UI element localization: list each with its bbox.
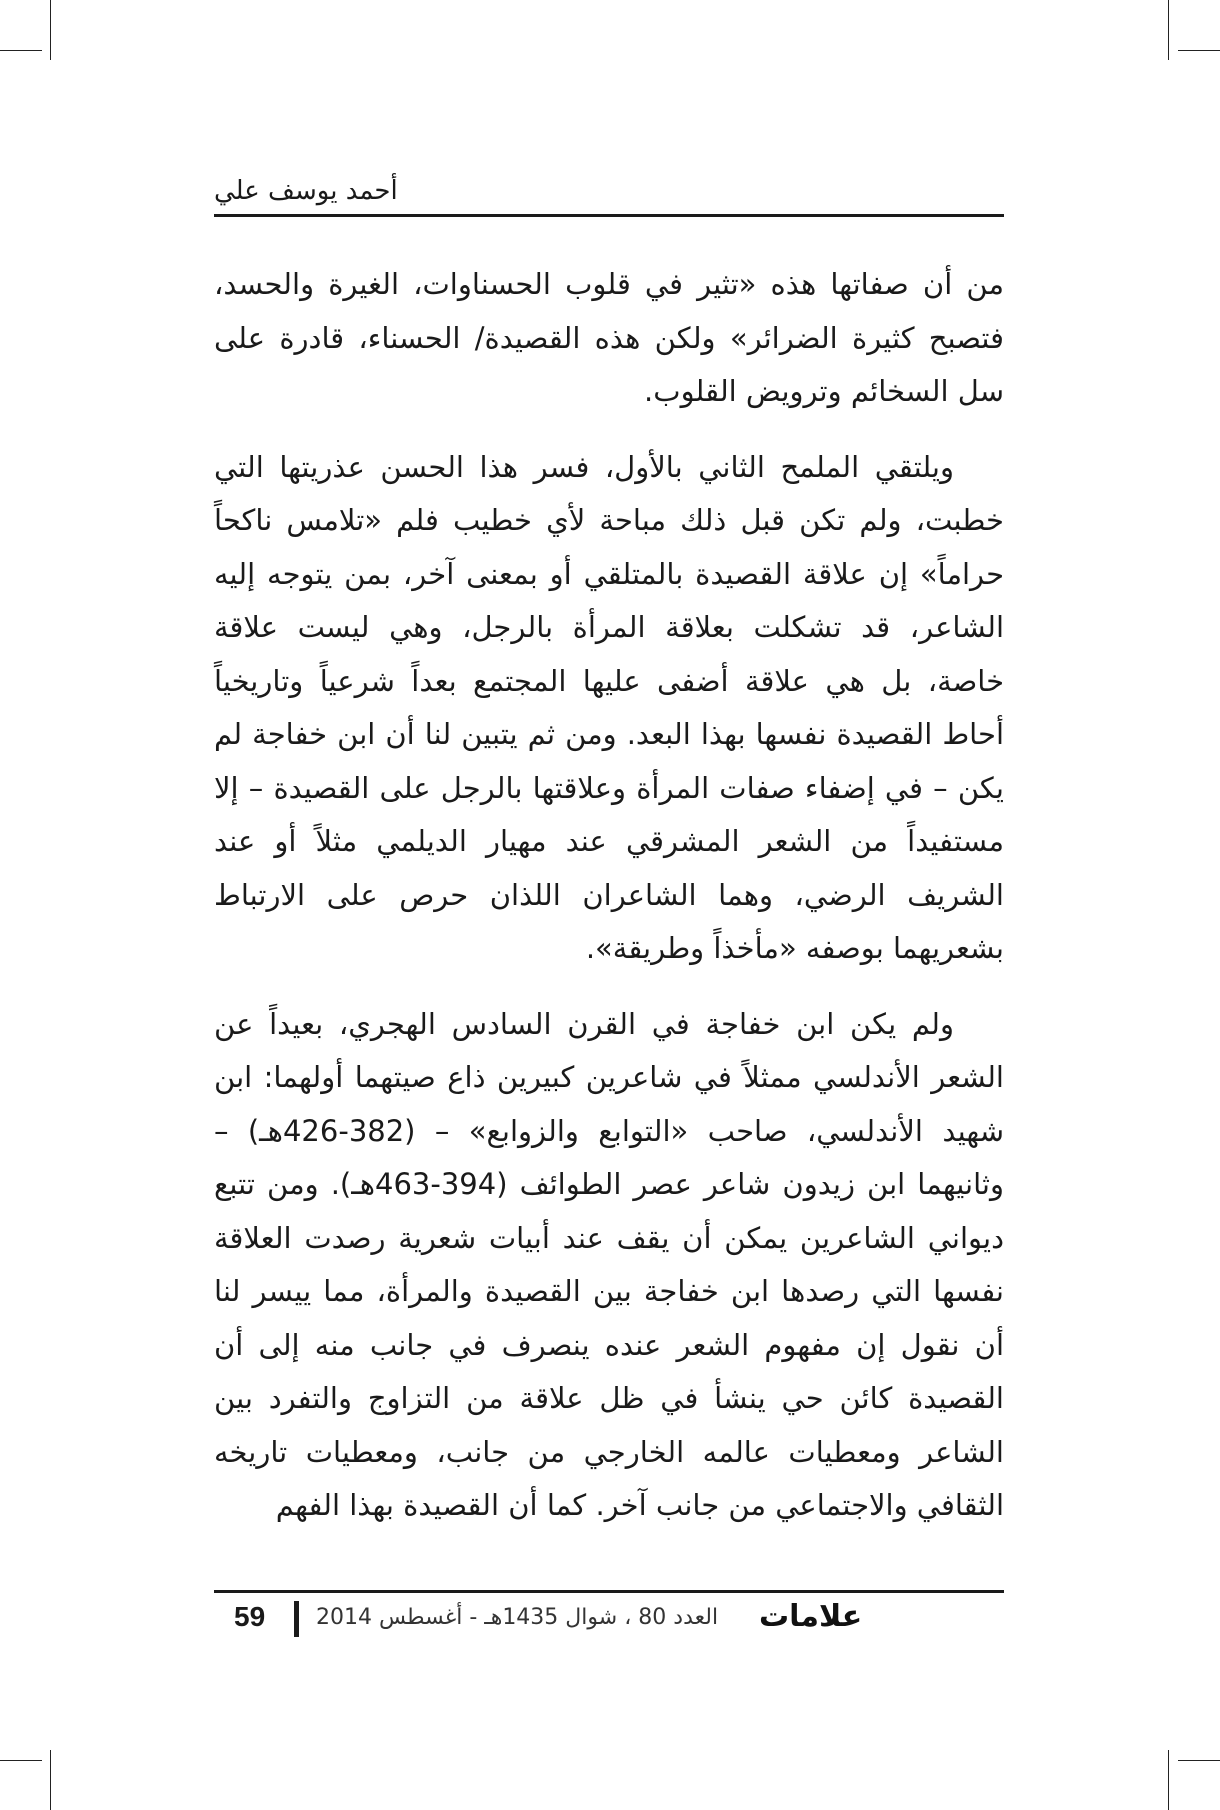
crop-mark-top-right-h (1178, 50, 1220, 51)
crop-mark-top-left-h (0, 50, 42, 51)
running-header (214, 168, 1004, 217)
paragraph-2: ويلتقي الملمح الثاني بالأول، فسر هذا الحسن عذريتها التي خطبت، ولم تكن قبل ذلك مباحة لأي خطيب فلم «تلامس ناكحاً حراماً» إن علاقة القصيدة بالمتلقي أو بمعنى آخر، بمن يتوجه إليه الشاعر، قد تشكلت بعلاقة المرأة بالرجل، وهي ليست علاقة خاصة، بل هي علاقة أضفى عليها المجتمع بعداً شرعياً وتاريخياً أحاط القصيدة نفسها بهذا البعد. ومن ثم يتبين لنا أن ابن خفاجة لم يكن – في إضفاء صفات المرأة وعلاقتها بالرجل على القصيدة – إلا مستفيداً من الشعر المشرقي عند مهيار الديلمي مثلاً أو عند الشريف الرضي، وهما الشاعران اللذان حرص على الارتباط بشعريهما بوصفه «مأخذاً وطريقة». (214, 449, 1004, 965)
crop-mark-bottom-left-v (50, 1750, 51, 1810)
crop-mark-bottom-right-v (1168, 1750, 1169, 1810)
issue-info: العدد 80 ، شوال 1435هـ - أغسطس 2014 (316, 1605, 719, 1630)
paragraph-3: ولم يكن ابن خفاجة في القرن السادس الهجري، بعيداً عن الشعر الأندلسي ممثلاً في شاعرين كبيرين ذاع صيتهما أولهما: ابن شهيد الأندلسي، صاحب «التوابع والزوابع» – (382-426هـ) – وثانيهما ابن زيدون شاعر عصر الطوائف (394-463هـ). ومن تتبع ديواني الشاعرين يمكن أن يقف عند أبيات شعرية رصدت العلاقة نفسها التي رصدها ابن خفاجة بين القصيدة والمرأة، مما ييسر لنا أن نقول إن مفهوم الشعر عنده ينصرف في جانب منه إلى أن القصيدة كائن حي ينشأ في ظل علاقة من التزاوج والتفرد بين الشاعر ومعطيات عالمه الخارجي من جانب، ومعطيات تاريخه الثقافي والاجتماعي من جانب آخر. كما أن القصيدة بهذا الفهم (214, 1006, 1004, 1522)
crop-mark-bottom-left-h (0, 1760, 42, 1761)
page-footer (214, 1590, 1004, 1643)
article-body (214, 258, 1004, 1555)
journal-logo: علامات (759, 1599, 863, 1634)
footer-divider (294, 1601, 299, 1637)
page-number: 59 (234, 1601, 266, 1632)
crop-mark-bottom-right-h (1178, 1760, 1220, 1761)
crop-mark-top-right-v (1168, 0, 1169, 60)
author-name: أحمد يوسف علي (214, 176, 398, 206)
paragraph-1: من أن صفاتها هذه «تثير في قلوب الحسناوات، الغيرة والحسد، فتصبح كثيرة الضرائر» ولكن هذه القصيدة/ الحسناء، قادرة على سل السخائم وترويض القلوب. (214, 267, 1004, 408)
crop-mark-top-left-v (50, 0, 51, 60)
